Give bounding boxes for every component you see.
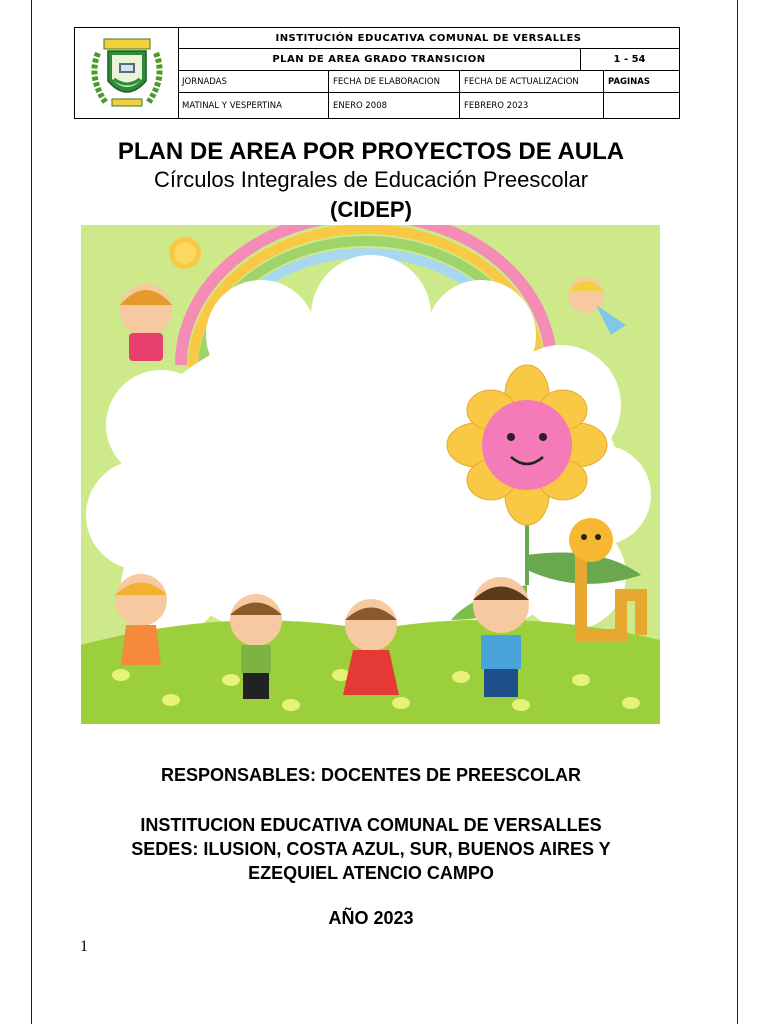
- value-fecha-elaboracion: ENERO 2008: [329, 93, 460, 118]
- value-fecha-actualizacion: FEBRERO 2023: [460, 93, 604, 118]
- institution-line: INSTITUCION EDUCATIVA COMUNAL DE VERSALLES: [140, 815, 602, 835]
- header-table: [74, 27, 680, 119]
- document-acronym: (CIDEP): [330, 197, 412, 222]
- label-fecha-actualizacion: FECHA DE ACTUALIZACION: [460, 71, 604, 92]
- label-jornadas: JORNADAS: [178, 71, 329, 92]
- school-crest-logo: [75, 28, 179, 118]
- header-page-range: 1 - 54: [613, 54, 646, 65]
- value-jornadas: MATINAL Y VESPERTINA: [178, 93, 329, 118]
- institution-line: EZEQUIEL ATENCIO CAMPO: [248, 863, 494, 883]
- year-label: AÑO 2023: [328, 908, 414, 928]
- document-subtitle: Círculos Integrales de Educación Preescolar: [153, 167, 589, 192]
- header-plan-title: PLAN DE AREA GRADO TRANSICION: [178, 49, 581, 70]
- header-values-row: [178, 93, 679, 118]
- header-labels-row: [178, 71, 679, 93]
- institution-block: [0, 813, 742, 885]
- document-title: PLAN DE AREA POR PROYECTOS DE AULA: [117, 138, 625, 165]
- children-rainbow-flower-illustration: [81, 225, 660, 724]
- page-number: 1: [80, 938, 88, 955]
- responsables-heading: RESPONSABLES: DOCENTES DE PREESCOLAR: [160, 765, 582, 785]
- label-paginas: PAGINAS: [608, 76, 650, 87]
- value-paginas: [604, 93, 679, 118]
- header-institution: INSTITUCIÓN EDUCATIVA COMUNAL DE VERSALLES: [178, 28, 679, 49]
- institution-line: SEDES: ILUSION, COSTA AZUL, SUR, BUENOS AIRES Y: [131, 839, 611, 859]
- header-title-row: [178, 49, 679, 71]
- label-fecha-elaboracion: FECHA DE ELABORACION: [329, 71, 460, 92]
